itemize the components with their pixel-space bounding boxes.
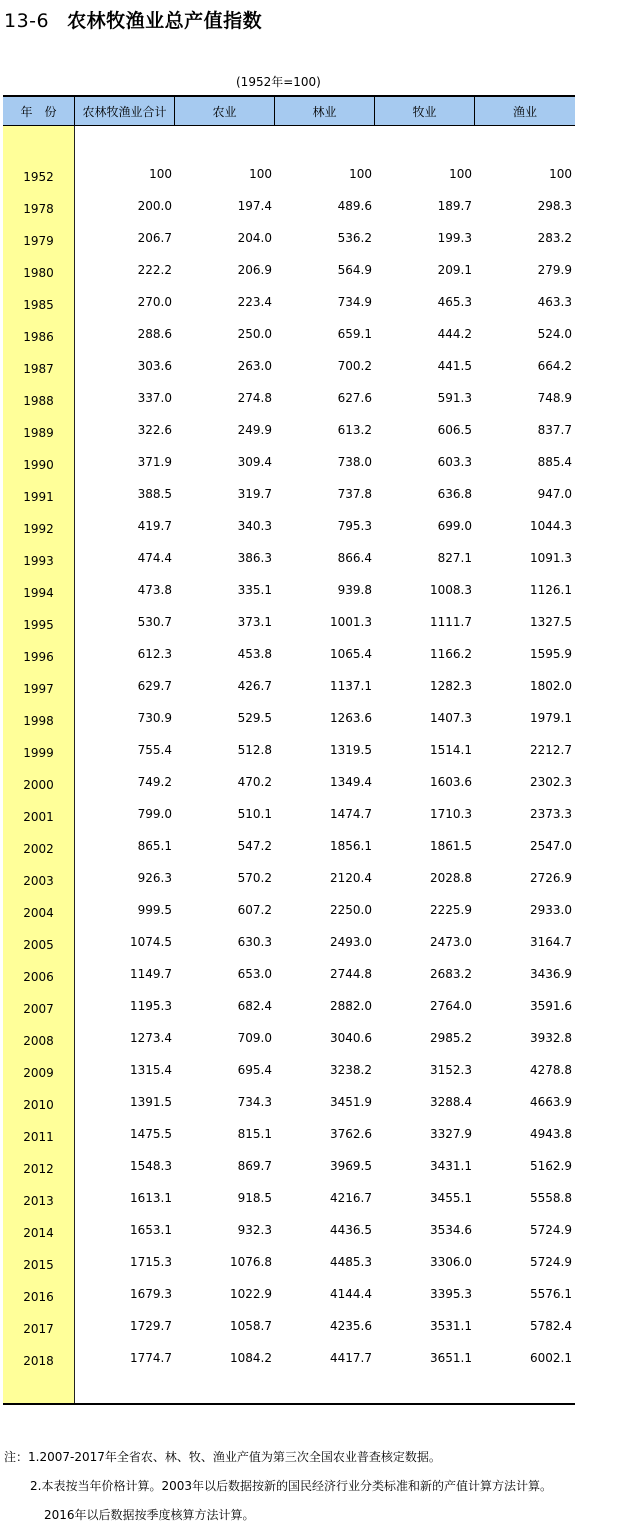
row-year: 2003 [23,874,54,888]
table-row [3,670,575,702]
row-year: 2001 [23,810,54,824]
table-row [3,510,575,542]
cell-agriculture: 274.8 [237,391,272,405]
cell-animal-husbandry: 3431.1 [430,1159,472,1173]
cell-animal-husbandry: 1407.3 [430,711,472,725]
table-row [3,1150,575,1182]
cell-forestry: 1263.6 [330,711,372,725]
row-year: 2006 [23,970,54,984]
cell-forestry: 1856.1 [330,839,372,853]
cell-agriculture: 512.8 [237,743,272,757]
row-year: 1986 [23,330,54,344]
cell-agriculture: 529.5 [237,711,272,725]
row-year: 1979 [23,234,54,248]
table-row [3,1054,575,1086]
cell-total: 100 [149,167,172,181]
cell-animal-husbandry: 1008.3 [430,583,472,597]
row-year: 2013 [23,1194,54,1208]
cell-forestry: 627.6 [337,391,372,405]
cell-total: 1653.1 [130,1223,172,1237]
cell-forestry: 3451.9 [330,1095,372,1109]
row-year: 1993 [23,554,54,568]
row-year: 2005 [23,938,54,952]
cell-animal-husbandry: 209.1 [437,263,472,277]
cell-fishery: 3591.6 [530,999,572,1013]
cell-total: 206.7 [137,231,172,245]
cell-total: 1074.5 [130,935,172,949]
cell-animal-husbandry: 189.7 [437,199,472,213]
table-row [3,638,575,670]
table-row [3,830,575,862]
cell-agriculture: 204.0 [237,231,272,245]
row-year: 1994 [23,586,54,600]
cell-forestry: 4216.7 [330,1191,372,1205]
header-agriculture: 农业 [175,97,275,125]
cell-forestry: 795.3 [337,519,372,533]
cell-forestry: 3969.5 [330,1159,372,1173]
cell-forestry: 4417.7 [330,1351,372,1365]
cell-fishery: 463.3 [537,295,572,309]
cell-animal-husbandry: 3534.6 [430,1223,472,1237]
table-row [3,702,575,734]
cell-agriculture: 453.8 [237,647,272,661]
cell-forestry: 734.9 [337,295,372,309]
cell-forestry: 1474.7 [330,807,372,821]
cell-total: 322.6 [137,423,172,437]
cell-agriculture: 1022.9 [230,1287,272,1301]
cell-animal-husbandry: 2473.0 [430,935,472,949]
base-year-note: (1952年=100) [236,75,321,89]
table-row [3,1246,575,1278]
cell-forestry: 564.9 [337,263,372,277]
cell-total: 730.9 [137,711,172,725]
cell-agriculture: 607.2 [237,903,272,917]
cell-forestry: 536.2 [337,231,372,245]
row-year: 2012 [23,1162,54,1176]
cell-total: 1613.1 [130,1191,172,1205]
cell-animal-husbandry: 3288.4 [430,1095,472,1109]
table-row [3,862,575,894]
cell-fishery: 279.9 [537,263,572,277]
row-year: 2016 [23,1290,54,1304]
cell-total: 371.9 [137,455,172,469]
cell-animal-husbandry: 100 [449,167,472,181]
table-row [3,926,575,958]
cell-forestry: 3762.6 [330,1127,372,1141]
cell-fishery: 1327.5 [530,615,572,629]
cell-fishery: 885.4 [537,455,572,469]
row-year: 1995 [23,618,54,632]
cell-total: 200.0 [137,199,172,213]
cell-animal-husbandry: 2683.2 [430,967,472,981]
cell-animal-husbandry: 699.0 [437,519,472,533]
cell-fishery: 1044.3 [530,519,572,533]
index-table [3,95,575,1405]
cell-forestry: 1349.4 [330,775,372,789]
cell-agriculture: 630.3 [237,935,272,949]
cell-forestry: 2882.0 [330,999,372,1013]
cell-animal-husbandry: 1111.7 [430,615,472,629]
cell-total: 926.3 [137,871,172,885]
cell-forestry: 2120.4 [330,871,372,885]
table-row [3,286,575,318]
row-year: 2000 [23,778,54,792]
cell-agriculture: 1076.8 [230,1255,272,1269]
row-year: 1992 [23,522,54,536]
cell-animal-husbandry: 3455.1 [430,1191,472,1205]
table-header [3,95,575,126]
cell-fishery: 2373.3 [530,807,572,821]
table-row [3,894,575,926]
cell-agriculture: 653.0 [237,967,272,981]
table-row [3,254,575,286]
table-row [3,222,575,254]
cell-total: 473.8 [137,583,172,597]
row-year: 1996 [23,650,54,664]
cell-animal-husbandry: 636.8 [437,487,472,501]
cell-animal-husbandry: 444.2 [437,327,472,341]
cell-total: 865.1 [137,839,172,853]
cell-agriculture: 249.9 [237,423,272,437]
cell-agriculture: 309.4 [237,455,272,469]
cell-forestry: 659.1 [337,327,372,341]
cell-fishery: 1595.9 [530,647,572,661]
cell-fishery: 5576.1 [530,1287,572,1301]
header-animal-husbandry: 牧业 [375,97,475,125]
cell-agriculture: 426.7 [237,679,272,693]
cell-animal-husbandry: 2985.2 [430,1031,472,1045]
cell-total: 303.6 [137,359,172,373]
cell-agriculture: 197.4 [237,199,272,213]
row-year: 2002 [23,842,54,856]
cell-animal-husbandry: 827.1 [437,551,472,565]
cell-agriculture: 918.5 [237,1191,272,1205]
cell-total: 1195.3 [130,999,172,1013]
cell-fishery: 524.0 [537,327,572,341]
cell-animal-husbandry: 606.5 [437,423,472,437]
row-year: 1999 [23,746,54,760]
cell-agriculture: 100 [249,167,272,181]
cell-fishery: 100 [549,167,572,181]
cell-agriculture: 869.7 [237,1159,272,1173]
row-year: 2008 [23,1034,54,1048]
cell-fishery: 1091.3 [530,551,572,565]
row-year: 1998 [23,714,54,728]
cell-forestry: 100 [349,167,372,181]
cell-forestry: 1001.3 [330,615,372,629]
header-fishery: 渔业 [512,104,537,119]
cell-agriculture: 223.4 [237,295,272,309]
table-number: 13-6 [4,10,50,32]
cell-agriculture: 250.0 [237,327,272,341]
row-year: 2017 [23,1322,54,1336]
row-year: 1987 [23,362,54,376]
row-year: 2015 [23,1258,54,1272]
cell-total: 1149.7 [130,967,172,981]
cell-total: 530.7 [137,615,172,629]
cell-total: 1315.4 [130,1063,172,1077]
cell-agriculture: 709.0 [237,1031,272,1045]
footnote-2: 2.本表按当年价格计算。2003年以后数据按新的国民经济行业分类标准和新的产值计算方法计算。 [30,1479,552,1493]
header-forestry: 林业 [275,97,375,125]
cell-animal-husbandry: 3395.3 [430,1287,472,1301]
cell-agriculture: 373.1 [237,615,272,629]
row-year: 2014 [23,1226,54,1240]
row-year: 1980 [23,266,54,280]
cell-total: 799.0 [137,807,172,821]
table-row [3,734,575,766]
cell-forestry: 4436.5 [330,1223,372,1237]
table-row [3,1182,575,1214]
cell-animal-husbandry: 3651.1 [430,1351,472,1365]
cell-animal-husbandry: 2028.8 [430,871,472,885]
cell-fishery: 837.7 [537,423,572,437]
cell-forestry: 738.0 [337,455,372,469]
table-row [3,382,575,414]
cell-fishery: 6002.1 [530,1351,572,1365]
cell-total: 1729.7 [130,1319,172,1333]
cell-agriculture: 263.0 [237,359,272,373]
cell-total: 419.7 [137,519,172,533]
cell-agriculture: 1058.7 [230,1319,272,1333]
cell-forestry: 4485.3 [330,1255,372,1269]
cell-forestry: 737.8 [337,487,372,501]
row-year: 1990 [23,458,54,472]
cell-forestry: 2250.0 [330,903,372,917]
cell-forestry: 939.8 [337,583,372,597]
cell-agriculture: 734.3 [237,1095,272,1109]
cell-fishery: 283.2 [537,231,572,245]
cell-agriculture: 470.2 [237,775,272,789]
table-row [3,766,575,798]
cell-forestry: 866.4 [337,551,372,565]
cell-animal-husbandry: 465.3 [437,295,472,309]
cell-total: 288.6 [137,327,172,341]
cell-forestry: 1065.4 [330,647,372,661]
row-year: 1991 [23,490,54,504]
cell-forestry: 2493.0 [330,935,372,949]
row-year: 1952 [23,170,54,184]
cell-forestry: 4144.4 [330,1287,372,1301]
table-row [3,1118,575,1150]
row-year: 2011 [23,1130,54,1144]
cell-fishery: 5724.9 [530,1255,572,1269]
cell-total: 1273.4 [130,1031,172,1045]
cell-agriculture: 815.1 [237,1127,272,1141]
table-row [3,478,575,510]
row-year: 1988 [23,394,54,408]
cell-agriculture: 695.4 [237,1063,272,1077]
cell-fishery: 664.2 [537,359,572,373]
cell-fishery: 3436.9 [530,967,572,981]
row-year: 2009 [23,1066,54,1080]
cell-fishery: 2212.7 [530,743,572,757]
table-row [3,798,575,830]
cell-fishery: 3932.8 [530,1031,572,1045]
cell-fishery: 4663.9 [530,1095,572,1109]
cell-total: 1715.3 [130,1255,172,1269]
table-row [3,318,575,350]
cell-agriculture: 340.3 [237,519,272,533]
table-row [3,990,575,1022]
row-year: 1989 [23,426,54,440]
cell-animal-husbandry: 603.3 [437,455,472,469]
row-year: 2010 [23,1098,54,1112]
row-year: 1985 [23,298,54,312]
cell-forestry: 489.6 [337,199,372,213]
table-title: 农林牧渔业总产值指数 [67,10,263,32]
cell-fishery: 3164.7 [530,935,572,949]
cell-agriculture: 335.1 [237,583,272,597]
cell-total: 1475.5 [130,1127,172,1141]
cell-fishery: 5558.8 [530,1191,572,1205]
cell-fishery: 748.9 [537,391,572,405]
cell-forestry: 613.2 [337,423,372,437]
cell-total: 270.0 [137,295,172,309]
table-row [3,1310,575,1342]
table-row [3,1342,575,1374]
cell-total: 629.7 [137,679,172,693]
cell-agriculture: 682.4 [237,999,272,1013]
table-row [3,446,575,478]
cell-total: 1774.7 [130,1351,172,1365]
table-row [3,574,575,606]
cell-fishery: 5724.9 [530,1223,572,1237]
cell-total: 755.4 [137,743,172,757]
cell-agriculture: 386.3 [237,551,272,565]
cell-animal-husbandry: 441.5 [437,359,472,373]
table-row [3,542,575,574]
cell-animal-husbandry: 1166.2 [430,647,472,661]
cell-fishery: 5782.4 [530,1319,572,1333]
cell-animal-husbandry: 3531.1 [430,1319,472,1333]
cell-animal-husbandry: 1514.1 [430,743,472,757]
cell-animal-husbandry: 2225.9 [430,903,472,917]
cell-fishery: 4943.8 [530,1127,572,1141]
cell-agriculture: 206.9 [237,263,272,277]
table-row [3,1086,575,1118]
cell-fishery: 2302.3 [530,775,572,789]
cell-fishery: 4278.8 [530,1063,572,1077]
cell-forestry: 4235.6 [330,1319,372,1333]
header-total: 农林牧渔业合计 [75,97,175,125]
table-body [3,158,575,1374]
cell-total: 1391.5 [130,1095,172,1109]
table-row [3,1278,575,1310]
cell-animal-husbandry: 1710.3 [430,807,472,821]
cell-forestry: 3238.2 [330,1063,372,1077]
cell-fishery: 2933.0 [530,903,572,917]
cell-total: 474.4 [137,551,172,565]
cell-fishery: 1126.1 [530,583,572,597]
cell-fishery: 1802.0 [530,679,572,693]
cell-agriculture: 319.7 [237,487,272,501]
table-row [3,190,575,222]
cell-animal-husbandry: 3306.0 [430,1255,472,1269]
cell-animal-husbandry: 1861.5 [430,839,472,853]
cell-total: 222.2 [137,263,172,277]
cell-animal-husbandry: 1603.6 [430,775,472,789]
cell-agriculture: 932.3 [237,1223,272,1237]
row-year: 2018 [23,1354,54,1368]
table-row [3,414,575,446]
cell-animal-husbandry: 2764.0 [430,999,472,1013]
cell-total: 1548.3 [130,1159,172,1173]
cell-fishery: 947.0 [537,487,572,501]
cell-fishery: 5162.9 [530,1159,572,1173]
cell-forestry: 2744.8 [330,967,372,981]
cell-fishery: 2547.0 [530,839,572,853]
cell-total: 612.3 [137,647,172,661]
table-row [3,1214,575,1246]
footnotes [4,1443,552,1530]
table-row [3,350,575,382]
cell-total: 337.0 [137,391,172,405]
cell-animal-husbandry: 199.3 [437,231,472,245]
row-year: 1997 [23,682,54,696]
cell-forestry: 1137.1 [330,679,372,693]
cell-forestry: 700.2 [337,359,372,373]
row-year: 2004 [23,906,54,920]
cell-total: 1679.3 [130,1287,172,1301]
footnote-2-continued: 2016年以后数据按季度核算方法计算。 [44,1508,255,1522]
row-year: 2007 [23,1002,54,1016]
cell-animal-husbandry: 3327.9 [430,1127,472,1141]
cell-agriculture: 510.1 [237,807,272,821]
cell-fishery: 2726.9 [530,871,572,885]
table-row [3,1022,575,1054]
cell-forestry: 1319.5 [330,743,372,757]
cell-animal-husbandry: 1282.3 [430,679,472,693]
cell-animal-husbandry: 591.3 [437,391,472,405]
cell-fishery: 1979.1 [530,711,572,725]
cell-fishery: 298.3 [537,199,572,213]
table-row [3,606,575,638]
table-bottom-rule [3,1403,575,1405]
cell-agriculture: 570.2 [237,871,272,885]
cell-total: 999.5 [137,903,172,917]
cell-animal-husbandry: 3152.3 [430,1063,472,1077]
cell-agriculture: 547.2 [237,839,272,853]
table-row [3,158,575,190]
header-year: 年 份 [3,97,75,125]
page-title [4,6,262,33]
cell-agriculture: 1084.2 [230,1351,272,1365]
cell-total: 749.2 [137,775,172,789]
row-year: 1978 [23,202,54,216]
cell-forestry: 3040.6 [330,1031,372,1045]
cell-total: 388.5 [137,487,172,501]
footnote-1: 注：1.2007-2017年全省农、林、牧、渔业产值为第三次全国农业普查核定数据。 [4,1450,441,1464]
table-row [3,958,575,990]
